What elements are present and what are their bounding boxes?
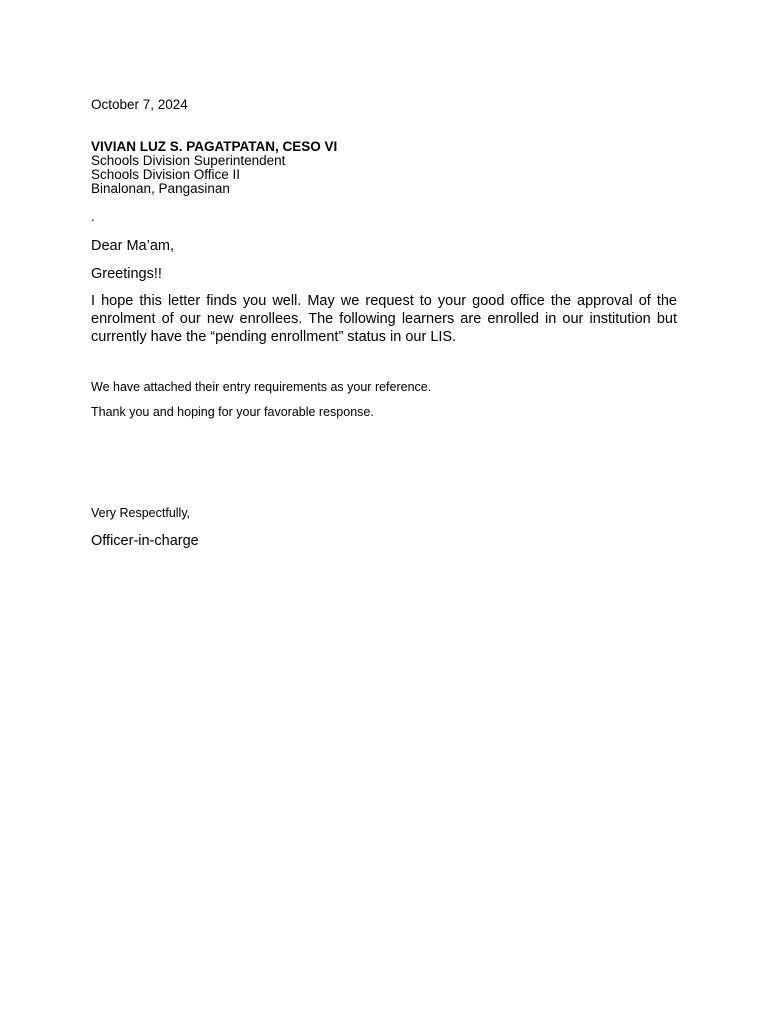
addressee-office: Schools Division Office II bbox=[91, 167, 241, 182]
addressee-title: Schools Division Superintendent bbox=[91, 153, 286, 168]
attachment-note: We have attached their entry requirements as your reference. bbox=[91, 380, 432, 394]
greeting: Greetings!! bbox=[91, 266, 162, 282]
addressee-name: VIVIAN LUZ S. PAGATPATAN, CESO VI bbox=[91, 139, 338, 154]
addressee-location: Binalonan, Pangasinan bbox=[91, 181, 230, 196]
closing-line: Very Respectfully, bbox=[91, 506, 191, 520]
thanks-line: Thank you and hoping for your favorable response. bbox=[91, 405, 374, 419]
body-paragraph: I hope this letter finds you well. May we request to your good office the approval of the enrolment of our new enrollees. The following learners are enrolled in our institution but currently have the “pending enrollment” status in our LIS. bbox=[91, 293, 677, 345]
letter-date: October 7, 2024 bbox=[91, 97, 188, 112]
addressee-block bbox=[91, 140, 337, 196]
separator-dot: . bbox=[91, 209, 95, 224]
salutation: Dear Ma’am, bbox=[91, 238, 174, 254]
signer-title: Officer-in-charge bbox=[91, 533, 199, 549]
